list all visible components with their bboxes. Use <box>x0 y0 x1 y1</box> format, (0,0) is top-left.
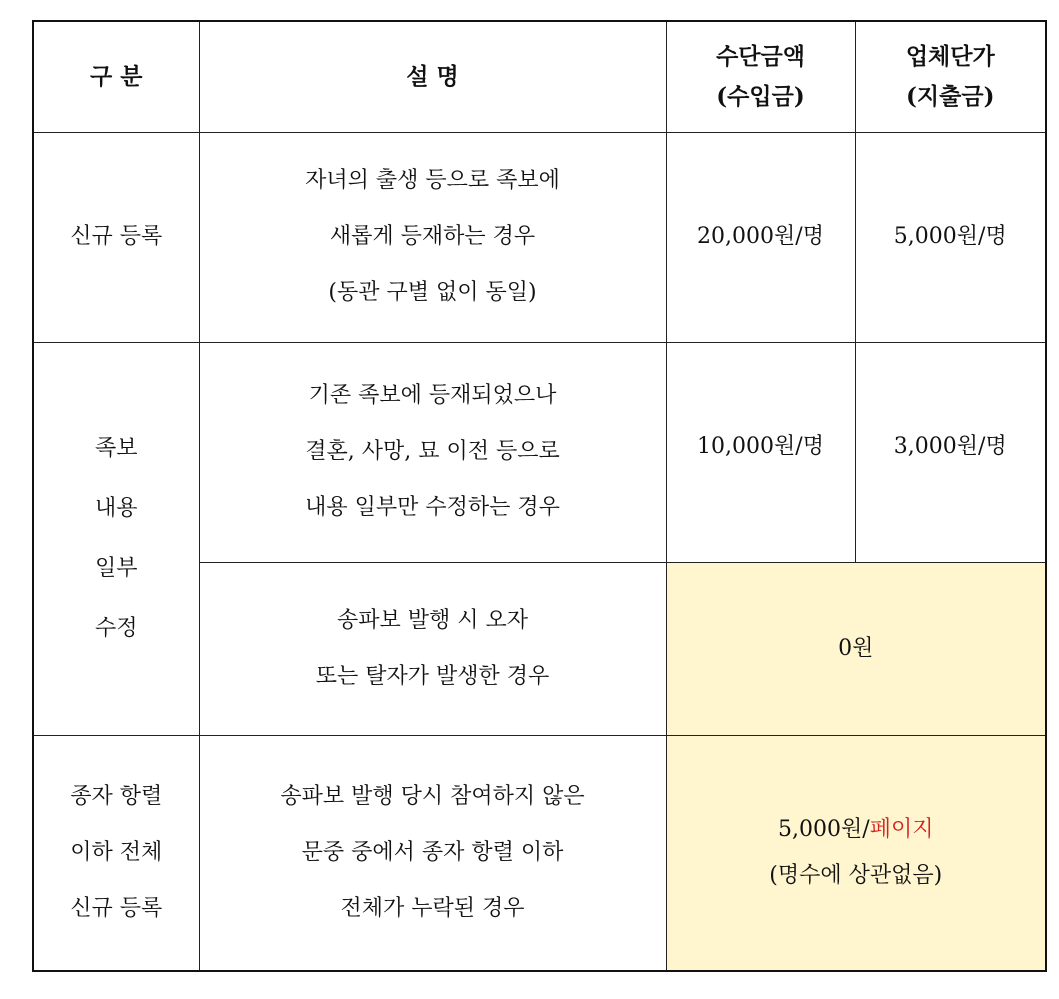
header-row <box>33 21 1046 132</box>
new-registration-income: 20,000원/명 <box>666 132 855 342</box>
description-line: 송파보 발행 시 오자 <box>337 607 528 633</box>
category-line: 내용 <box>94 495 138 521</box>
typo-fix-description <box>199 562 666 735</box>
header-category: 구 분 <box>33 21 199 132</box>
amount-unit: 페이지 <box>869 816 934 842</box>
description-line: (동관 구별 없이 동일) <box>328 280 537 305</box>
new-registration-description <box>199 132 666 342</box>
partial-edit-cost: 3,000원/명 <box>855 342 1046 562</box>
description-line: 내용 일부만 수정하는 경우 <box>305 495 560 520</box>
category-line: 족보 <box>94 435 138 461</box>
amount-prefix: 5,000원/ <box>778 816 870 842</box>
category-line: 수정 <box>94 615 138 641</box>
description-line: 기존 족보에 등재되었으나 <box>308 383 557 408</box>
description-line: 결혼, 사망, 묘 이전 등으로 <box>305 439 560 464</box>
fee-table <box>32 20 1047 972</box>
branch-full-amount-line <box>673 807 1040 853</box>
branch-full-amount <box>666 735 1046 971</box>
branch-full-amount-note: (명수에 상관없음) <box>769 862 943 888</box>
category-line: 이하 전체 <box>70 839 163 865</box>
new-registration-category: 신규 등록 <box>33 132 199 342</box>
description-line: 새롭게 등재하는 경우 <box>329 224 536 249</box>
category-line: 신규 등록 <box>70 895 163 921</box>
description-line: 자녀의 출생 등으로 족보에 <box>305 168 560 193</box>
description-line: 또는 탈자가 발생한 경우 <box>315 663 550 689</box>
category-line: 일부 <box>94 555 138 581</box>
header-income-line2: (수입금) <box>716 82 805 110</box>
header-cost-line2: (지출금) <box>906 82 995 110</box>
row-branch-full <box>33 735 1046 971</box>
description-line: 송파보 발행 당시 참여하지 않은 <box>280 783 585 809</box>
category-line: 종자 항렬 <box>70 783 163 809</box>
new-registration-cost: 5,000원/명 <box>855 132 1046 342</box>
header-cost-line1: 업체단가 <box>905 42 995 70</box>
header-income-line1: 수단금액 <box>716 42 805 70</box>
typo-fix-amount: 0원 <box>666 562 1046 735</box>
header-description: 설 명 <box>199 21 666 132</box>
header-income <box>666 21 855 132</box>
header-cost <box>855 21 1046 132</box>
row-partial-edit <box>33 342 1046 562</box>
description-line: 문중 중에서 종자 항렬 이하 <box>301 839 564 865</box>
branch-full-description <box>199 735 666 971</box>
description-line: 전체가 누락된 경우 <box>340 895 525 921</box>
branch-full-category <box>33 735 199 971</box>
partial-edit-description <box>199 342 666 562</box>
row-new-registration <box>33 132 1046 342</box>
partial-edit-income: 10,000원/명 <box>666 342 855 562</box>
partial-edit-category <box>33 342 199 735</box>
